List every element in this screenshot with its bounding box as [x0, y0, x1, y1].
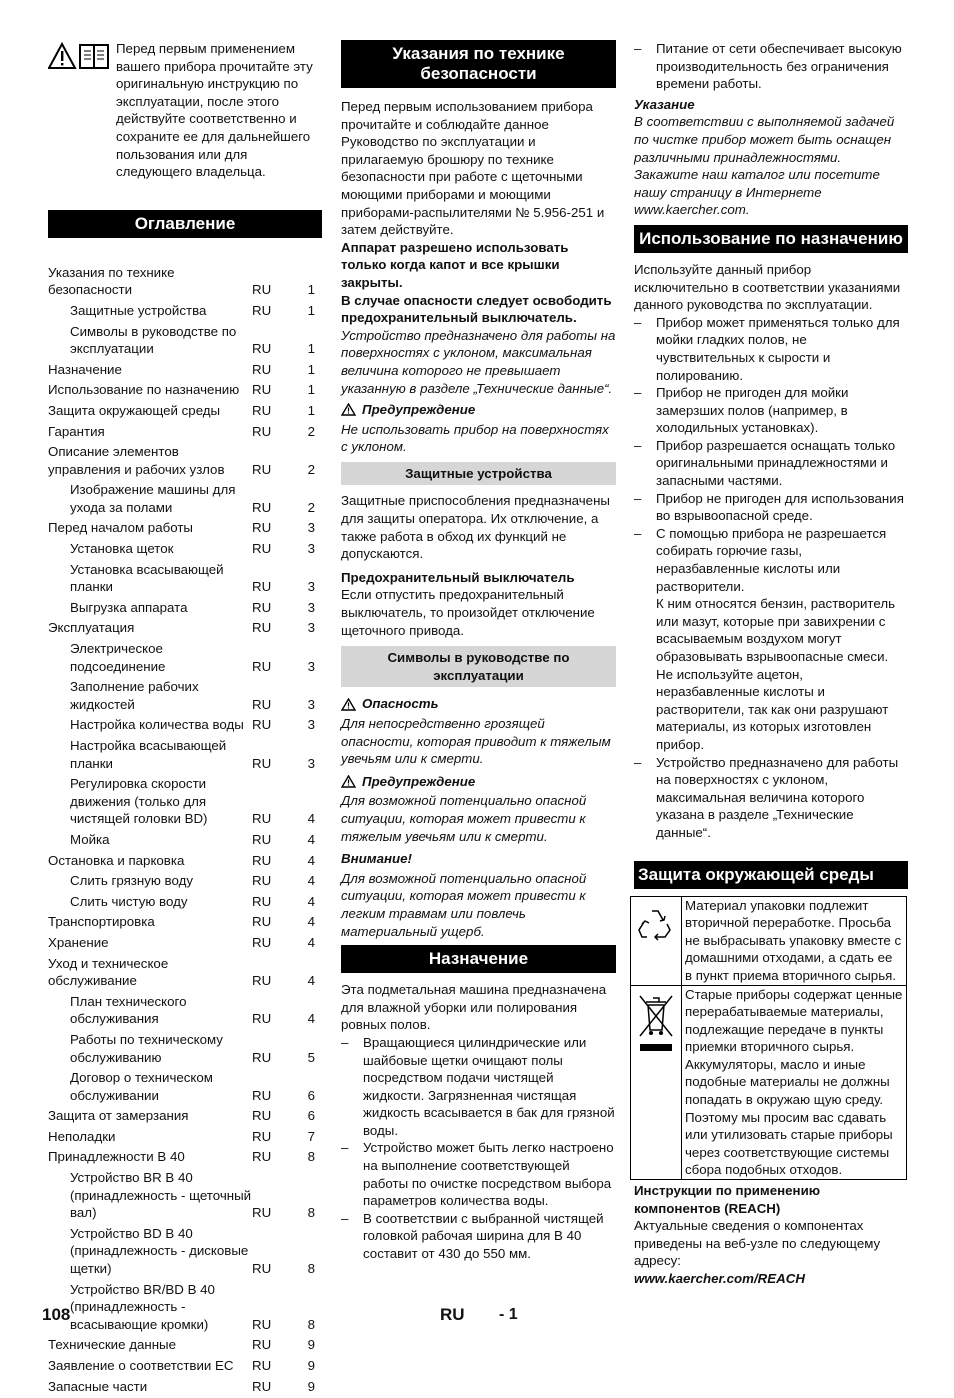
toc-entry-page: 6	[307, 1087, 315, 1103]
toc-entry[interactable]	[48, 402, 322, 420]
column-middle	[341, 40, 616, 1263]
toc-entry-page: 2	[307, 461, 315, 477]
toc-entry-lang: RU	[252, 1108, 272, 1124]
toc-entry-lang: RU	[252, 914, 272, 930]
toc-entry-title: Настройка всасывающей планки	[70, 738, 227, 771]
toc-entry[interactable]	[48, 1148, 322, 1166]
toc-entry-page: 3	[307, 755, 315, 771]
safety-warning-text: Не использовать прибор на поверхностях с уклоном.	[341, 421, 609, 455]
toc-entry[interactable]	[48, 1225, 322, 1278]
toc-entry-page: 1	[307, 361, 315, 377]
toc-entry-lang: RU	[252, 658, 272, 674]
toc-entry[interactable]	[48, 1069, 322, 1104]
danger-text: Для непосредственно грозящей опасности, которая приводит к тяжелым увечьям или к смерти.	[341, 716, 611, 767]
warning-icon	[341, 775, 356, 788]
toc-entry-lang: RU	[252, 831, 272, 847]
toc-entry-page: 2	[307, 423, 315, 439]
toc-entry-page: 1	[307, 302, 315, 318]
toc-entry-lang: RU	[252, 1149, 272, 1165]
toc-entry-page: 5	[307, 1049, 315, 1065]
toc-entry-lang: RU	[252, 1011, 272, 1027]
toc-entry-title: Слить грязную воду	[70, 873, 193, 889]
toc-entry-lang: RU	[252, 620, 272, 636]
purpose-heading: Назначение	[341, 945, 616, 973]
toc-entry[interactable]	[48, 302, 322, 320]
toc-entry[interactable]	[48, 323, 322, 358]
warning-label	[341, 773, 616, 791]
toc-entry-title: Заполнение рабочих жидкостей	[70, 679, 199, 712]
safety-heading: Указания по технике безопасности	[341, 40, 616, 88]
toc-entry-lang: RU	[252, 1049, 272, 1065]
toc-entry-lang: RU	[252, 755, 272, 771]
toc-entry-page: 7	[307, 1128, 315, 1144]
toc-entry-page: 2	[307, 499, 315, 515]
toc-entry-title: Принадлежности B 40	[48, 1149, 185, 1165]
toc-entry-page: 8	[307, 1149, 315, 1165]
usage-item: – Прибор не пригоден для мойки замерзших полов (например, в холодильных установках).	[634, 385, 849, 436]
toc-entry-page: 1	[307, 382, 315, 398]
toc-entry-title: Устройство BR B 40 (принадлежность - щеточный вал)	[70, 1170, 252, 1221]
table-of-contents	[48, 264, 322, 1395]
toc-entry-lang: RU	[252, 811, 272, 827]
toc-entry-page: 3	[307, 696, 315, 712]
toc-entry-page: 4	[307, 914, 315, 930]
toc-entry-page: 3	[307, 579, 315, 595]
toc-entry[interactable]	[48, 1281, 322, 1334]
toc-entry[interactable]	[48, 913, 322, 931]
toc-entry[interactable]	[48, 1128, 322, 1146]
toc-entry-lang: RU	[252, 499, 272, 515]
usage-item: – Прибор может применяться только для мойки гладких полов, не чувствительных к сырости и полированию.	[634, 314, 900, 383]
toc-entry-lang: RU	[252, 1087, 272, 1103]
column-left	[48, 40, 322, 1398]
toc-entry[interactable]	[48, 599, 322, 617]
toc-entry-title: Регулировка скорости движения (только для чистящей головки BD)	[70, 776, 208, 827]
symbols-heading: Символы в руководстве по эксплуатации	[341, 646, 616, 687]
toc-entry-title: Указания по технике безопасности	[48, 264, 175, 298]
toc-entry-page: 9	[307, 1337, 315, 1353]
note-title: Указание	[634, 96, 695, 112]
toc-entry-title: Технические данные	[48, 1337, 176, 1353]
toc-entry-title: Гарантия	[48, 423, 105, 439]
toc-entry-lang: RU	[252, 934, 272, 950]
toc-entry-title: Мойка	[70, 831, 110, 847]
caution-title: Внимание!	[341, 851, 412, 867]
toc-entry-lang: RU	[252, 852, 272, 868]
toc-entry[interactable]	[48, 993, 322, 1028]
toc-entry-title: Использование по назначению	[48, 382, 240, 398]
toc-entry-lang: RU	[252, 282, 272, 298]
toc-entry-page: 8	[307, 1316, 315, 1332]
intro-text: Перед первым применением вашего прибора прочитайте эту оригинальную инструкцию по эксплуатации, после этого действуйте соответственно и сохраните ее для дальнейшего пользования или для следующего владельца.	[116, 41, 313, 180]
toc-entry-page: 8	[307, 1205, 315, 1221]
column-right	[634, 40, 908, 1288]
toc-entry-page: 8	[307, 1261, 315, 1277]
safety-warning-label	[341, 401, 616, 419]
toc-entry-title: Заявление о соответствии ЕС	[48, 1358, 234, 1373]
caution-text: Для возможной потенциально опасной ситуации, которая может привести к легким травмам или повлечь материальный ущерб.	[341, 870, 587, 939]
toc-entry-lang: RU	[252, 423, 272, 439]
footer-page-sub: - 1	[499, 1306, 518, 1323]
toc-entry[interactable]	[48, 381, 322, 399]
toc-entry-lang: RU	[252, 341, 272, 357]
toc-entry-title: Работы по техническому обслуживанию	[70, 1031, 223, 1065]
toc-entry-lang: RU	[252, 893, 272, 909]
toc-entry[interactable]	[48, 423, 322, 441]
toc-entry-lang: RU	[252, 302, 272, 318]
usage-item: – С помощью прибора не разрешается собирать горючие газы, неразбавленные кислоты или растворители.	[634, 525, 887, 594]
danger-title: Опасность	[362, 696, 439, 712]
toc-entry-title: Остановка и парковка	[48, 852, 185, 868]
toc-entry-page: 4	[307, 934, 315, 950]
usage-heading: Использование по назначению	[634, 225, 908, 253]
toc-entry-title: Слить чистую воду	[70, 893, 188, 909]
recycle-icon	[636, 903, 676, 943]
reach-heading: Инструкции по применению компонентов (REACH)	[634, 1183, 821, 1216]
environment-heading: Защита окружающей среды	[634, 861, 908, 889]
toc-entry-page: 1	[307, 341, 315, 357]
toc-entry-lang: RU	[252, 461, 272, 477]
toc-entry-page: 4	[307, 1011, 315, 1027]
usage-p1: Используйте данный прибор исключительно в соответствии указаниями данного руководства по эксплуатации.	[634, 261, 901, 313]
toc-entry-lang: RU	[252, 541, 272, 557]
toc-entry-lang: RU	[252, 579, 272, 595]
toc-entry[interactable]	[48, 361, 322, 379]
toc-entry-page: 4	[307, 873, 315, 889]
toc-entry-title: Установка щеток	[70, 541, 174, 557]
toc-entry-title: Символы в руководстве по эксплуатации	[70, 323, 237, 357]
toc-entry-lang: RU	[252, 382, 272, 398]
usage-item: – Прибор не пригоден для использования во взрывоопасной среде.	[634, 490, 904, 524]
purpose-item: – Устройство может быть легко настроено на выполнение соответствующей работы по очистке посредством выбора параметров количества воды.	[341, 1140, 614, 1209]
toc-entry-lang: RU	[252, 1316, 272, 1332]
toc-entry-page: 3	[307, 599, 315, 615]
toc-entry-page: 4	[307, 852, 315, 868]
toc-entry[interactable]	[48, 640, 322, 675]
usage-item: – Устройство предназначено для работы на поверхностях с уклоном, максимальная величина которого указана в разделе „Технические данные“.	[634, 754, 899, 840]
toc-entry[interactable]	[48, 737, 322, 772]
toc-entry-title: Договор о техническом обслуживании	[70, 1070, 213, 1103]
toc-entry-title: Электрическое подсоединение	[70, 641, 166, 674]
toc-entry-page: 3	[307, 717, 315, 733]
toc-entry-page: 4	[307, 811, 315, 827]
protective-sub: Предохранительный выключатель	[341, 569, 575, 585]
toc-entry-lang: RU	[252, 1261, 272, 1277]
toc-entry-page: 3	[307, 658, 315, 674]
toc-entry-page: 9	[307, 1378, 315, 1394]
toc-entry[interactable]	[48, 934, 322, 952]
toc-entry[interactable]	[48, 1336, 322, 1354]
toc-entry-page: 4	[307, 973, 315, 989]
toc-entry[interactable]	[48, 872, 322, 890]
toc-entry-title: Уход и техническое обслуживание	[48, 955, 169, 989]
crossed-bin-icon	[636, 992, 676, 1056]
page-number: 108	[42, 1305, 71, 1324]
toc-entry[interactable]	[48, 852, 322, 870]
toc-entry-title: Устройство BD B 40 (принадлежность - дисковые щетки)	[70, 1225, 249, 1277]
toc-entry-lang: RU	[252, 1337, 272, 1353]
toc-entry-page: 3	[307, 541, 315, 557]
warning-text: Для возможной потенциально опасной ситуации, которая может привести к тяжелым увечьям или к смерти.	[341, 793, 587, 844]
toc-entry-title: Защитные устройства	[70, 302, 207, 318]
toc-entry-title: Перед началом работы	[48, 520, 193, 536]
toc-entry-lang: RU	[252, 1128, 272, 1144]
toc-entry[interactable]	[48, 1107, 322, 1125]
footer-lang: RU	[440, 1305, 465, 1324]
toc-entry-lang: RU	[252, 696, 272, 712]
toc-entry-title: Установка всасывающей планки	[70, 561, 224, 595]
toc-entry-title: Неполадки	[48, 1128, 116, 1144]
toc-entry-page: 1	[307, 402, 315, 418]
toc-entry[interactable]	[48, 619, 322, 637]
note-text: В соответствии с выполняемой задачей по чистке прибор может быть оснащен различными принадлежностями. Закажите наш каталог или посетите нашу страницу в Интернете www.kaercher.com.	[634, 114, 895, 218]
toc-entry-title: Эксплуатация	[48, 620, 135, 636]
danger-label	[341, 695, 616, 713]
toc-entry[interactable]	[48, 1169, 322, 1222]
reach-url[interactable]: www.kaercher.com/REACH	[634, 1271, 805, 1286]
purpose-p1: Эта подметальная машина предназначена для влажной уборки или полирования ровных полов.	[341, 982, 607, 1033]
toc-entry[interactable]	[48, 1357, 322, 1375]
toc-entry[interactable]	[48, 540, 322, 558]
toc-entry-page: 3	[307, 520, 315, 536]
toc-entry[interactable]	[48, 519, 322, 537]
toc-entry-lang: RU	[252, 361, 272, 377]
protective-heading: Защитные устройства	[341, 462, 616, 486]
toc-entry[interactable]	[48, 1031, 322, 1066]
toc-entry-lang: RU	[252, 599, 272, 615]
toc-entry[interactable]	[48, 893, 322, 911]
toc-heading: Оглавление	[48, 210, 322, 238]
toc-entry-lang: RU	[252, 520, 272, 536]
toc-entry-lang: RU	[252, 1205, 272, 1221]
toc-entry-title: Настройка количества воды	[70, 717, 244, 733]
safety-p2: Аппарат разрешено использовать только когда капот и все крышки закрыты.	[341, 239, 569, 290]
safety-p1: Перед первым использованием прибора прочитайте и соблюдайте данное Руководство по эксплуатации и прилагаемую брошюру по технике безопасности при работе с щеточными моющими приборами и моющими приборами-распылителями № 5.956-251 и затем действуйте.	[341, 99, 605, 238]
read-manual-warning-icon	[48, 42, 112, 72]
toc-entry-lang: RU	[252, 402, 272, 418]
toc-entry-page: 4	[307, 831, 315, 847]
toc-entry[interactable]	[48, 1378, 322, 1396]
toc-entry-title: Хранение	[48, 934, 109, 950]
toc-entry-lang: RU	[252, 1358, 272, 1373]
safety-warning-title: Предупреждение	[362, 402, 476, 418]
toc-entry-title: Запасные части	[48, 1378, 148, 1394]
toc-entry-page: 9	[307, 1358, 315, 1373]
safety-p4: Устройство предназначено для работы на поверхностях с уклоном, максимальная величина которого не превышает указанную в разделе „Технические данные“.	[341, 327, 616, 396]
purpose-item: – Вращающиеся цилиндрические или шайбовые щетки очищают полы посредством подачи чистящей жидкости. Загрязненная чистящая жидкость всасывается в бак для грязной воды.	[341, 1034, 615, 1138]
purpose-item: – Питание от сети обеспечивает высокую производительность без ограничения времени работы.	[634, 41, 902, 92]
toc-entry-lang: RU	[252, 1378, 272, 1394]
toc-entry[interactable]	[48, 775, 322, 828]
toc-entry-title: Изображение машины для ухода за полами	[70, 482, 236, 515]
protective-p2: Если отпустить предохранительный выключатель, то произойдет отключение щеточного привода.	[341, 587, 595, 638]
usage-item: – Прибор разрешается оснащать только оригинальными принадлежностями и запасными частями.	[634, 437, 896, 489]
intro-block	[48, 40, 322, 181]
toc-entry-page: 3	[307, 620, 315, 636]
toc-entry[interactable]	[48, 443, 322, 478]
toc-entry-page: 4	[307, 893, 315, 909]
toc-entry[interactable]	[48, 264, 322, 299]
warning-title: Предупреждение	[362, 773, 476, 789]
danger-icon	[341, 698, 356, 711]
purpose-item: – В соответствии с выбранной чистящей головкой рабочая ширина для B 40 составит от 430 до 550 мм.	[341, 1210, 604, 1262]
toc-entry-title: Описание элементов управления и рабочих узлов	[48, 444, 225, 477]
reach-text: Актуальные сведения о компонентах приведены на веб-узле по следующему адресу:	[634, 1218, 881, 1269]
environment-table	[630, 896, 907, 1181]
weee-text: Старые приборы содержат ценные перерабатываемые материалы, подлежащие передаче в пункты приемки вторичного сырья. Аккумуляторы, масло и иные подобные материалы не должны попадать в окружаю щую среду. Поэтому мы просим вас сдавать или утилизовать старые приборы через соответствующие системы сбора подобных отходов.	[682, 985, 907, 1180]
toc-entry-page: 1	[307, 282, 315, 298]
toc-entry[interactable]	[48, 831, 322, 849]
toc-entry-title: Выгрузка аппарата	[70, 599, 188, 615]
toc-entry-lang: RU	[252, 973, 272, 989]
toc-entry-title: Защита окружающей среды	[48, 402, 221, 418]
toc-entry-title: Назначение	[48, 361, 122, 377]
toc-entry[interactable]	[48, 716, 322, 734]
safety-p3: В случае опасности следует освободить предохранительный выключатель.	[341, 292, 612, 326]
warning-icon	[341, 403, 356, 416]
usage-extra: К ним относятся бензин, растворитель или мазут, которые при завихрении с всасываемым воздухом могут образовывать взрывоопасные смеси. Не используйте ацетон, неразбавленные кислоты и растворители, так как они разрушают материалы, из которых изготовлен прибор.	[656, 596, 896, 752]
toc-entry-title: Защита от замерзания	[48, 1108, 189, 1124]
toc-entry-title: Транспортировка	[48, 914, 155, 930]
protective-p1: Защитные приспособления предназначены для защиты оператора. Их отключение, а также работа в обход их функций не допускаются.	[341, 493, 610, 562]
toc-entry[interactable]	[48, 481, 322, 516]
toc-entry-lang: RU	[252, 717, 272, 733]
toc-entry-title: Устройство BR/BD B 40 (принадлежность - всасывающие кромки)	[70, 1281, 215, 1332]
toc-entry[interactable]	[48, 955, 322, 990]
toc-entry-page: 6	[307, 1108, 315, 1124]
toc-entry[interactable]	[48, 561, 322, 596]
toc-entry-lang: RU	[252, 873, 272, 889]
recycle-text: Материал упаковки подлежит вторичной переработке. Просьба не выбрасывать упаковку вместе с домашними отходами, а сдать ее в пункт приема вторичного сырья.	[682, 896, 907, 985]
toc-entry-title: План технического обслуживания	[70, 993, 187, 1027]
toc-entry[interactable]	[48, 678, 322, 713]
